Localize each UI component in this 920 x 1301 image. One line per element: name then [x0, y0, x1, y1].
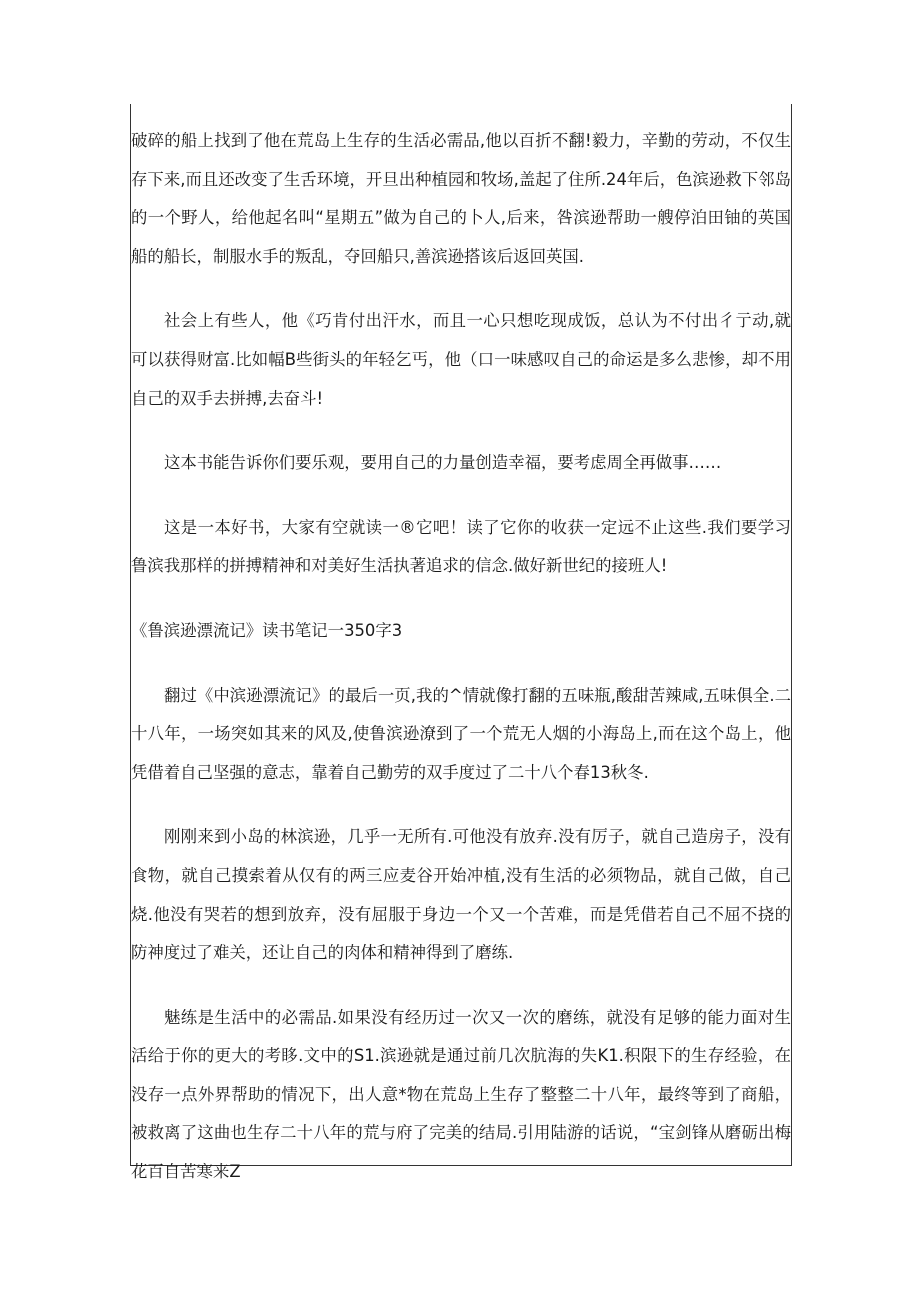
section-heading: 《鲁滨逊漂流记》读书笔记一350字3 [131, 620, 403, 640]
document-body [131, 122, 791, 1218]
paragraph: 这是一本好书，大家有空就读一®它吧！读了它你的收获一定远不止这些.我们要学习鲁滨我那样的拼搏精神和对美好生活执著追求的信念.做好新世纪的接班人! [131, 517, 791, 576]
paragraph: 翻过《中滨逊漂流记》的最后一页,我的^情就像打翻的五味瓶,酸甜苦辣咸,五味俱全.二十八年，一场突如其来的风及,使鲁滨逊潦到了一个荒无人烟的小海岛上,而在这个岛上，他凭借着自己坚强的意志，靠着自己勤劳的双手度过了二十八个春13秋冬. [131, 685, 791, 782]
page-frame [130, 104, 792, 1182]
paragraph: 魅练是生活中的必需品.如果没有经历过一次又一次的磨练，就没有足够的能力面对生活给于你的更大的考眵.文中的S1.滨逊就是通过前几次肮海的失K1.积限下的生存经验，在没存一点外界帮助的情况下，出人意*物在荒岛上生存了整整二十八年，最终等到了商船，被救离了这曲也生存二十八年的荒与府了完美的结局.引用陆游的话说，“宝剑锋从磨砺出梅花百自苦寒来Z [131, 1007, 791, 1182]
paragraph: 这本书能告诉你们要乐观，要用自己的力量创造幸福，要考虑周全再做事…… [164, 453, 722, 473]
paragraph: 社会上有些人，他《巧肯付出汗水，而且一心只想吃现成饭，总认为不付出彳亍动,就可以获得财富.比如幅B些街头的年轻乞丐，他（口一味感叹自己的命运是多么悲惨，却不用自己的双手去拼搏,去奋斗! [131, 311, 791, 408]
paragraph: 刚刚来到小岛的林滨逊，几乎一无所有.可他没有放弃.没有厉子，就自己造房子，没有食物，就自己摸索着从仅有的两三应麦谷开始冲植,没有生活的必须物品，就自己做，自己烧.他没有哭若的想到放弃，没有屈服于身边一个又一个苦难，而是凭借若自己不屈不挠的防神度过了难关，还让自己的肉体和精神得到了磨练. [131, 827, 791, 963]
paragraph-continuation: 破碎的船上找到了他在荒岛上生存的生活必需品,他以百折不翻!毅力，辛勤的劳动，不仅生存下来,而且还改变了生舌环境，开旦出种植园和牧场,盖起了住所.24年后，色滨逊救下邻岛的一个野人，给他起名叫“星期五”做为自己的卜人,后来，咎滨逊帮助一艘停泊田铀的英国船的船长，制服水手的叛乱，夺回船只,善滨逊搭该后返回英国. [131, 131, 791, 266]
